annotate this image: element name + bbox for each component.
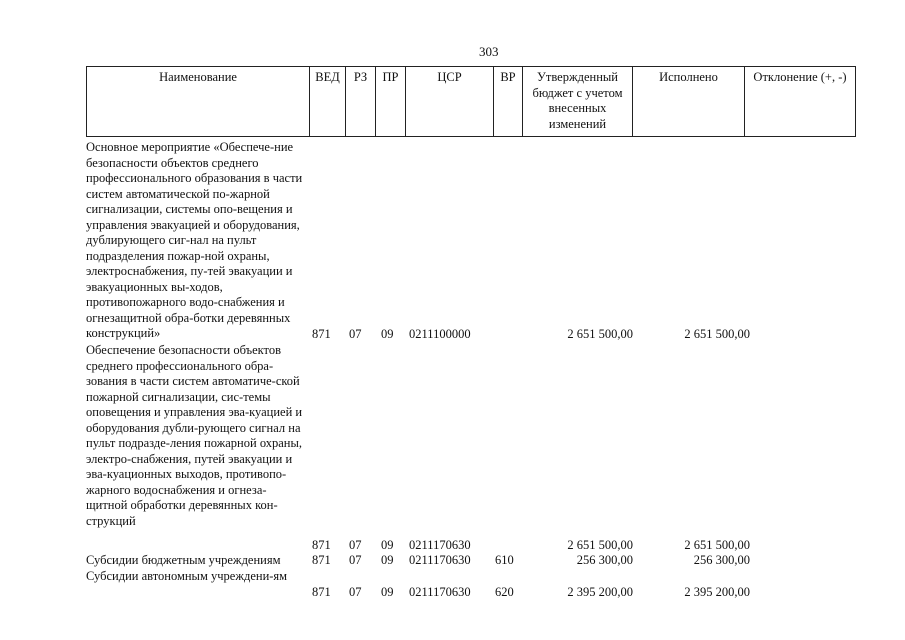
page-number: 303 [479,44,499,59]
row-ved: 871 [312,585,331,599]
row-budget: 2 651 500,00 [567,538,633,552]
row-name: Основное мероприятие «Обеспече-ние безопасности объектов среднего профессионального образования в части систем автоматической по-жарной сигнализации, системы опо-вещения и управления эвакуацией и оборудования, дублирующего сиг-нал на пульт подразделения пожар-ной охраны, электроснабжения, пу-тей эвакуации и эвакуационных вы-ходов, противопожарного водо-снабжения и огнезащитной обра-ботки деревянных конструкций» [86,140,303,340]
row-rz: 07 [349,553,362,567]
col-rz-header: РЗ [346,67,376,137]
row-budget: 2 395 200,00 [567,585,633,599]
row-csr: 0211100000 [409,327,471,341]
row-executed: 2 651 500,00 [684,327,750,341]
row-rz: 07 [349,585,362,599]
row-ved: 871 [312,538,331,552]
row-budget: 2 651 500,00 [567,327,633,341]
row-ved: 871 [312,553,331,567]
row-executed: 2 395 200,00 [684,585,750,599]
col-budget-header: Утвержденный бюджет с учетом внесенных изменений [523,67,633,137]
row-csr: 0211170630 [409,553,471,567]
col-csr-header: ЦСР [406,67,494,137]
row-name: Субсидии бюджетным учреждениям [86,553,281,567]
col-name-header: Наименование [87,67,310,137]
row-pr: 09 [381,538,394,552]
col-executed-header: Исполнено [633,67,745,137]
table-header [86,66,856,137]
row-pr: 09 [381,327,394,341]
row-csr: 0211170630 [409,538,471,552]
row-name: Субсидии автономным учреждени-ям [86,569,288,583]
col-pr-header: ПР [376,67,406,137]
row-executed: 2 651 500,00 [684,538,750,552]
row-rz: 07 [349,538,362,552]
col-deviation-header: Отклонение (+, -) [745,67,856,137]
col-vr-header: ВР [494,67,523,137]
row-pr: 09 [381,553,394,567]
col-ved-header: ВЕД [310,67,346,137]
row-rz: 07 [349,327,362,341]
row-budget: 256 300,00 [576,553,633,567]
row-ved: 871 [312,327,331,341]
row-executed: 256 300,00 [693,553,750,567]
row-pr: 09 [381,585,394,599]
row-name: Обеспечение безопасности объектов среднего профессионального обра-зования в части систем автоматиче-ской пожарной сигнализации, сис-темы оповещения и управления эва-куацией и оборудования дубли-рующего сигнал на пульт подразде-ления пожарной охраны, электро-снабжения, путей эвакуации и эва-куационных выходов, противопо-жарного водоснабжения и огнеза-щитной обработки деревянных кон-струкций [86,343,303,528]
row-vr: 610 [495,553,514,567]
row-vr: 620 [495,585,514,599]
row-csr: 0211170630 [409,585,471,599]
